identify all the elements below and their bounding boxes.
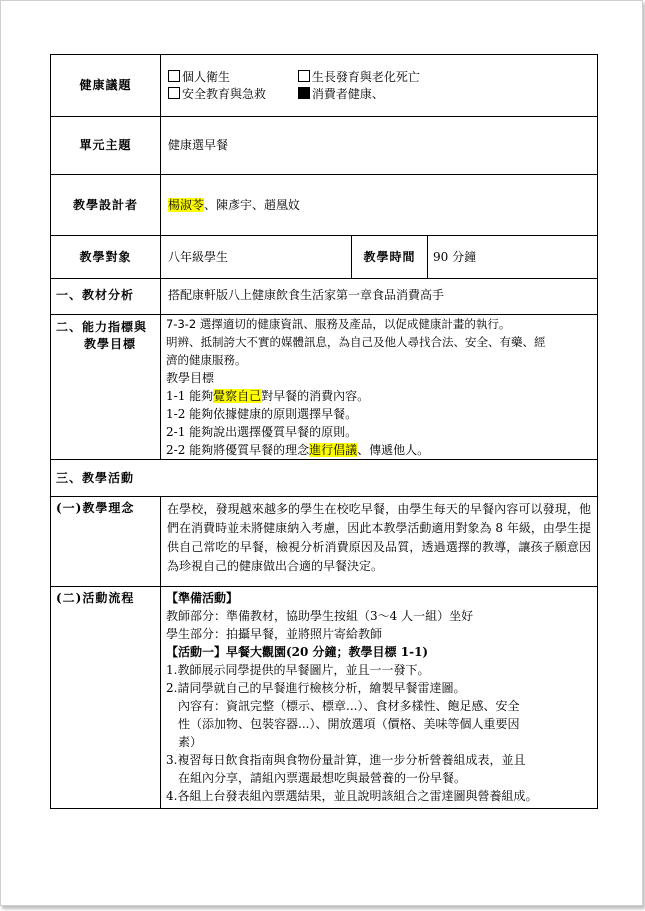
indicator-line: 濟的健康服務。 [166, 353, 247, 367]
designers-value [161, 175, 598, 236]
step-item: 4.各組上台發表組內票選結果，並且說明該組合之雷達圖與營養組成。 [166, 789, 538, 803]
philosophy-text: 在學校，發現越來越多的學生在校吃早餐，由學生每天的早餐內容可以發現，他們在消費時並未將健康納入考慮，因此本教學活動適用對象為 8 年級，由學生提供自己常吃的早餐，檢視分析消費原因及品質，透過選擇的教導，讓孩子願意因為珍視自己的健康做出合適的早餐決定。 [161, 497, 598, 587]
philosophy-row [51, 497, 598, 587]
checked-checkbox-icon [298, 87, 310, 99]
flow-row [51, 587, 598, 809]
option-safety-first-aid[interactable]: 安全教育與急救 [168, 86, 294, 103]
option-growth-aging[interactable]: 生長發育與老化死亡 [298, 69, 424, 86]
unit-theme-value: 健康選早餐 [161, 117, 598, 175]
highlighted-designer: 楊淑苓 [168, 197, 205, 212]
step-detail: 素） [178, 735, 203, 749]
material-label: 一、教材分析 [51, 279, 161, 315]
designers-label: 教學設計者 [51, 175, 161, 236]
ability-row [51, 315, 598, 460]
flow-content [161, 587, 598, 809]
health-topic-row [51, 55, 598, 117]
checkbox-icon [168, 70, 180, 82]
unit-theme-label: 單元主題 [51, 117, 161, 175]
other-designers: 、陳彥宇、趙凰妏 [204, 197, 301, 212]
activities-label: 三、教學活動 [51, 460, 598, 497]
goal-item: 1-2 能夠依據健康的原則選擇早餐。 [166, 407, 358, 421]
time-value: 90 分鐘 [428, 236, 598, 279]
indicator-line: 7-3-2 選擇適切的健康資訊、服務及產品，以促成健康計畫的執行。 [166, 317, 511, 331]
time-label: 教學時間 [352, 236, 428, 279]
audience-row [51, 236, 598, 279]
unit-theme-row [51, 117, 598, 175]
activities-header-row [51, 460, 598, 497]
step-detail: 內容有：資訊完整（標示、標章...）、食材多樣性、飽足感、安全 [178, 699, 520, 713]
ability-content [161, 315, 598, 460]
audience-value: 八年級學生 [161, 236, 352, 279]
step-item: 1.教師展示同學提供的早餐圖片，並且一一發下。 [166, 663, 430, 677]
step-detail: 在組內分享，請組內票選最想吃與最營養的一份早餐。 [178, 771, 467, 785]
indicator-line: 明辨、抵制誇大不實的媒體訊息，為自己及他人尋找合法、安全、有藥、經 [166, 335, 546, 349]
goal-item: 2-1 能夠說出選擇優質早餐的原則。 [166, 425, 358, 439]
health-topic-options [161, 55, 598, 117]
activity1-title: 【活動一】早餐大觀園(20 分鐘；教學目標 1-1) [166, 645, 429, 659]
material-value: 搭配康軒版八上健康飲食生活家第一章食品消費高手 [161, 279, 598, 315]
option-personal-hygiene[interactable]: 個人衛生 [168, 69, 294, 86]
step-detail: 性（添加物、包裝容器...）、開放選項（價格、美味等個人重要因 [178, 717, 520, 731]
ability-label: 二、能力指標與 教學目標 [51, 315, 161, 460]
lesson-plan-table [50, 54, 598, 809]
goal-item: 1-1 能夠覺察自己對早餐的消費內容。 [166, 389, 370, 403]
step-item: 2.請同學就自己的早餐進行檢核分析，繪製早餐雷達圖。 [166, 681, 466, 695]
goal-item: 2-2 能夠將優質早餐的理念進行倡議、傳遞他人。 [166, 443, 430, 457]
step-item: 3.複習每日飲食指南與食物份量計算，進一步分析營養組成表，並且 [166, 753, 526, 767]
audience-label: 教學對象 [51, 236, 161, 279]
checkbox-icon [168, 87, 180, 99]
philosophy-label: (一)教學理念 [51, 497, 161, 587]
flow-label: (二)活動流程 [51, 587, 161, 809]
prep-title: 【準備活動】 [166, 591, 239, 605]
goals-title: 教學目標 [166, 371, 215, 385]
designers-row [51, 175, 598, 236]
teacher-part: 教師部分：準備教材，協助學生按組（3～4 人一組）坐好 [166, 609, 474, 623]
student-part: 學生部分：拍攝早餐，並將照片寄給教師 [166, 627, 383, 641]
material-row [51, 279, 598, 315]
checkbox-icon [298, 70, 310, 82]
option-consumer-health[interactable]: 消費者健康、 [298, 86, 424, 103]
health-topic-label: 健康議題 [51, 55, 161, 117]
